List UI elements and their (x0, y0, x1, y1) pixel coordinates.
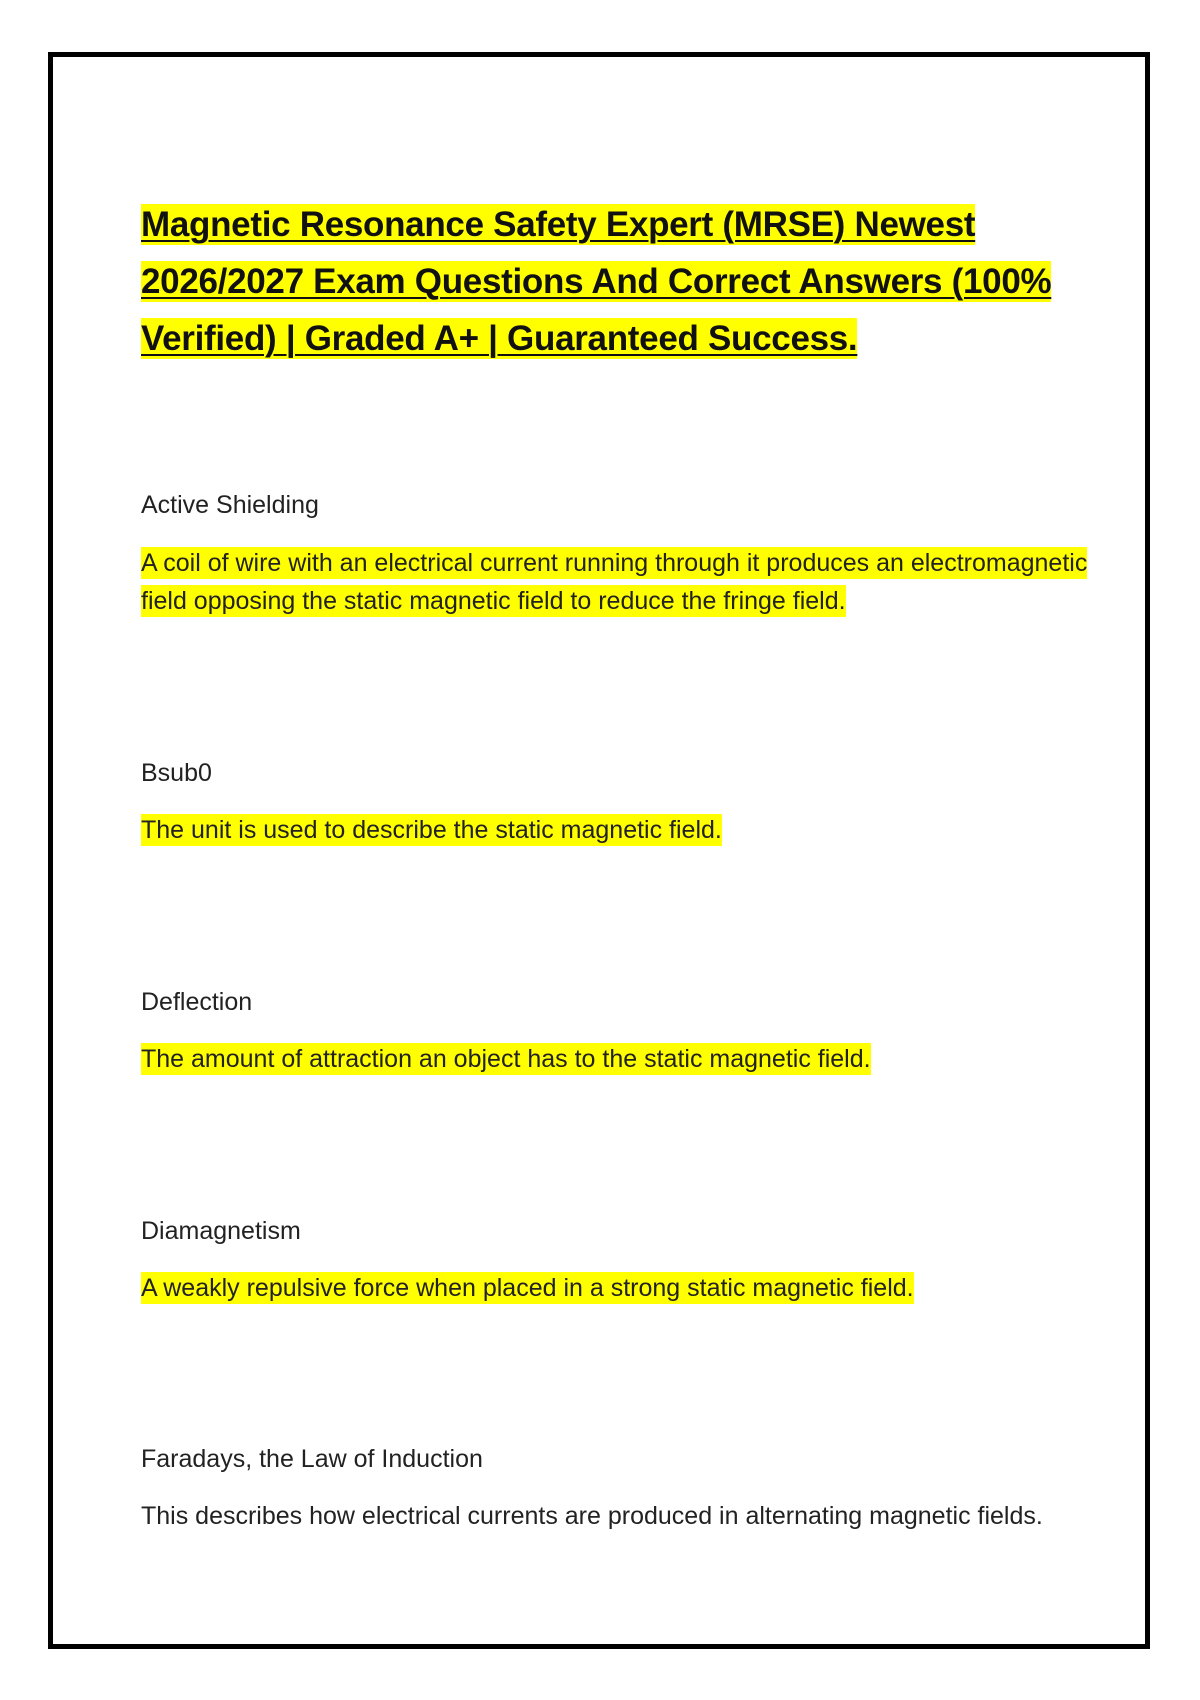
term-faradays-law: Faradays, the Law of Induction (141, 1445, 483, 1473)
definition-bsub0-text: The unit is used to describe the static magnetic field. (141, 816, 722, 844)
definition-active-shielding-text: A coil of wire with an electrical current running through it produces an electromagnetic field opposing the static magnetic field to reduce the fringe field. (141, 549, 1088, 615)
definition-diamagnetism (141, 1269, 1101, 1307)
definition-active-shielding (141, 544, 1101, 620)
definition-deflection-text: The amount of attraction an object has to the static magnetic field. (141, 1045, 871, 1073)
term-diamagnetism: Diamagnetism (141, 1217, 301, 1245)
definition-bsub0 (141, 811, 1101, 849)
definition-faradays-law (141, 1497, 1101, 1535)
term-active-shielding: Active Shielding (141, 491, 319, 519)
definition-faradays-law-text: This describes how electrical currents are produced in alternating magnetic fields. (141, 1502, 1043, 1530)
document-title (141, 196, 1101, 367)
term-bsub0: Bsub0 (141, 759, 212, 787)
document-title-text: Magnetic Resonance Safety Expert (MRSE) Newest 2026/2027 Exam Questions And Correct Answers (100% Verified) | Graded A+ | Guaranteed Success. (141, 205, 1052, 358)
definition-diamagnetism-text: A weakly repulsive force when placed in a strong static magnetic field. (141, 1274, 914, 1302)
term-deflection: Deflection (141, 988, 253, 1016)
definition-deflection (141, 1040, 1101, 1078)
